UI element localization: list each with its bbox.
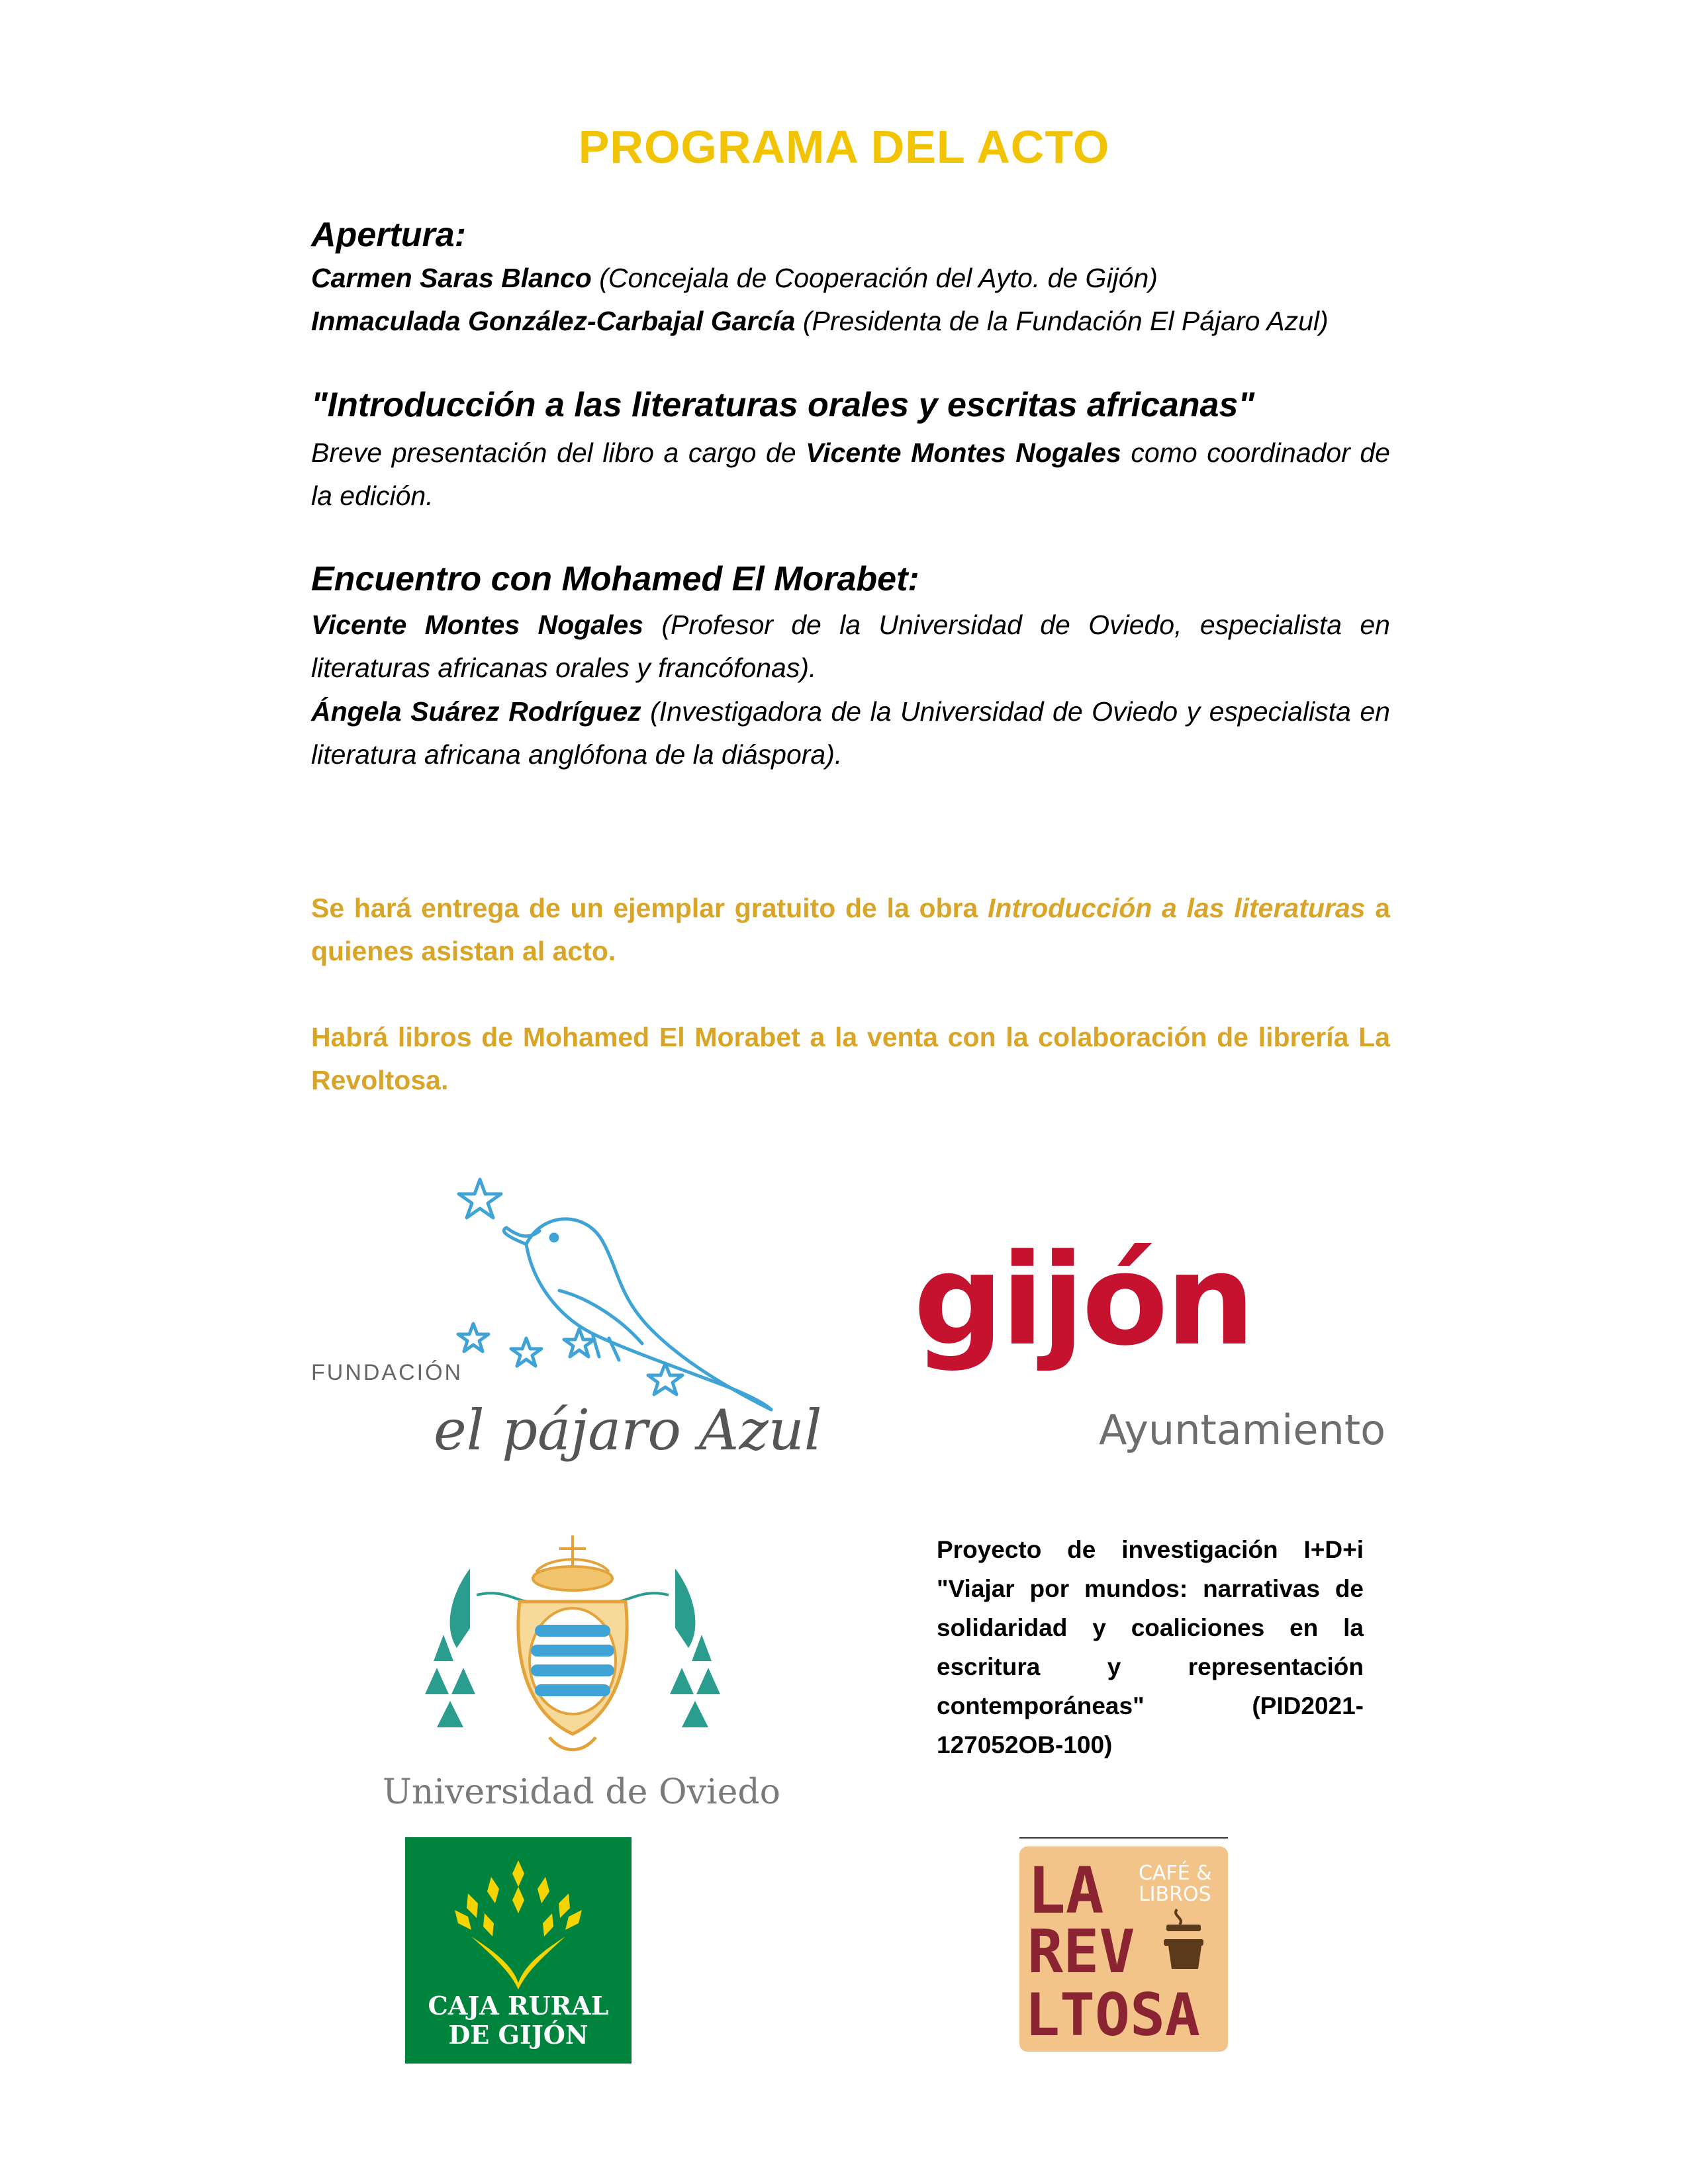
caja-rural-line1: CAJA RURAL	[428, 1991, 609, 2021]
caja-rural-line2: DE GIJÓN	[448, 2020, 588, 2050]
notice-book-title: Introducción a las literaturas	[988, 893, 1366, 923]
revoltosa-l1: LA	[1027, 1854, 1104, 1928]
wheat-icon	[405, 1837, 632, 2064]
person-role: (Profesor de la Universidad de Oviedo, especialista en literaturas africanas orales y francófonas).	[311, 610, 1390, 683]
gijon-subtitle: Ayuntamiento	[1099, 1406, 1386, 1454]
caja-rural-logo	[405, 1837, 632, 2064]
person-name: Vicente Montes Nogales	[311, 610, 643, 640]
page-title: PROGRAMA DEL ACTO	[578, 121, 1110, 173]
person-name: Inmaculada González-Carbajal García	[311, 306, 796, 336]
encuentro-heading: Encuentro con Mohamed El Morabet:	[311, 560, 919, 598]
pajaro-azul-logo	[308, 1165, 857, 1486]
person-role: (Presidenta de la Fundación El Pájaro Azul)	[802, 306, 1329, 336]
gijon-logo	[907, 1218, 1397, 1469]
notice-text-a: Se hará entrega de un ejemplar gratuito de la obra	[311, 893, 988, 923]
person-name: Carmen Saras Blanco	[311, 263, 592, 293]
encuentro-person-2	[311, 690, 1390, 776]
pajaro-bottom-text: el pájaro Azul	[434, 1398, 822, 1463]
apertura-heading: Apertura:	[311, 216, 467, 254]
apertura-person-1	[311, 263, 1158, 294]
person-role: (Investigadora de la Universidad de Oviedo y especialista en literatura africana anglófona de la diáspora).	[311, 696, 1390, 770]
bookstore-notice: Habrá libros de Mohamed El Morabet a la venta con la colaboración de librería La Revoltosa.	[311, 1022, 1390, 1095]
bird-icon	[308, 1165, 857, 1486]
revoltosa-small1: CAFÉ &	[1139, 1862, 1212, 1885]
la-revoltosa-logo	[1019, 1846, 1228, 2052]
person-name: Ángela Suárez Rodríguez	[311, 696, 641, 727]
person-role: (Concejala de Cooperación del Ayto. de Gijón)	[599, 263, 1158, 293]
project-description: Proyecto de investigación I+D+i "Viajar por mundos: narrativas de solidaridad y coaliciones en la escritura y representación contemporáneas" (PID2021-127052OB-100)	[937, 1536, 1364, 1758]
intro-text-b: como coordinador de la edición.	[311, 437, 1390, 511]
free-copy-notice	[311, 887, 1390, 973]
gijon-wordmark: gijón	[914, 1227, 1253, 1373]
apertura-person-2	[311, 306, 1329, 337]
coffee-cup-icon	[1164, 1909, 1203, 1969]
revoltosa-l2: REV	[1027, 1917, 1135, 1987]
intro-name: Vicente Montes Nogales	[806, 437, 1121, 468]
intro-heading: "Introducción a las literaturas orales y escritas africanas"	[311, 386, 1255, 424]
intro-text	[311, 432, 1390, 518]
revoltosa-small2: LIBROS	[1139, 1883, 1211, 1906]
notice-text-b: a quienes asistan al acto.	[311, 893, 1390, 966]
oviedo-logo	[371, 1516, 781, 1820]
revoltosa-l3: LTOSA	[1025, 1981, 1200, 2049]
divider	[1019, 1837, 1228, 1839]
encuentro-person-1	[311, 604, 1390, 690]
oviedo-text: Universidad de Oviedo	[383, 1772, 780, 1812]
pajaro-top-text: FUNDACIÓN	[311, 1360, 463, 1385]
intro-text-a: Breve presentación del libro a cargo de	[311, 437, 806, 468]
coat-of-arms-icon	[371, 1516, 781, 1820]
